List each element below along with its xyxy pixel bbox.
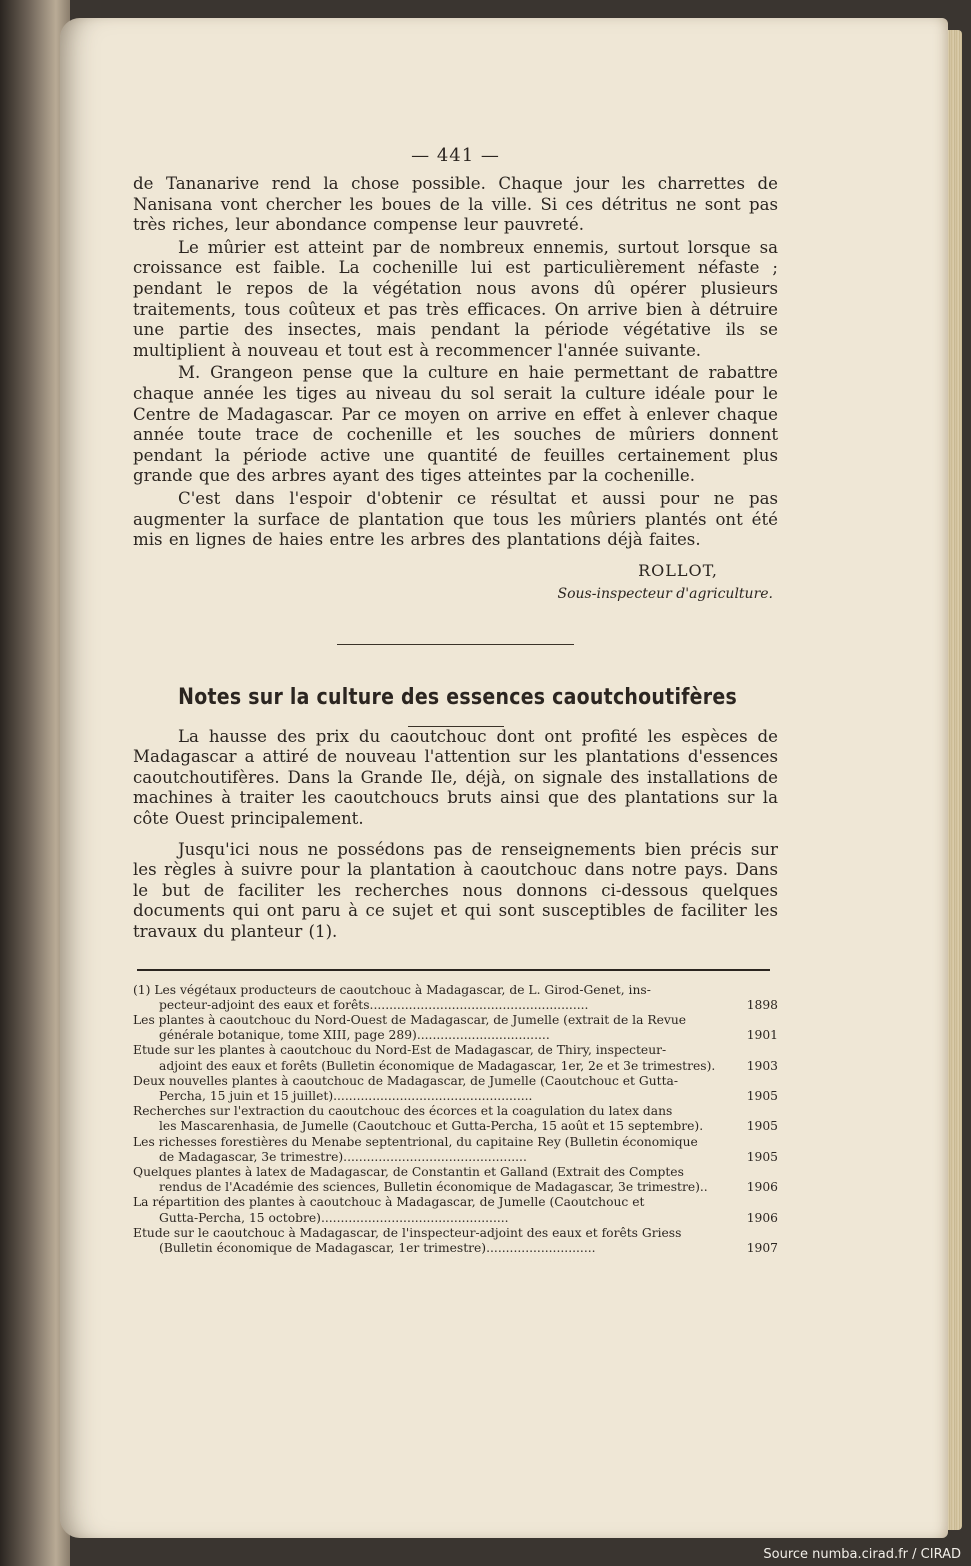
footnote-line: de Madagascar, 3e trimestre)............................................... (159, 1149, 527, 1164)
footnote-line: rendus de l'Académie des sciences, Bulletin économique de Madagascar, 3e trimestre).. (159, 1180, 708, 1195)
footnote-entry (133, 1226, 778, 1256)
paragraph: M. Grangeon pense que la culture en haie permettant de rabattre chaque année les tiges au niveau du sol serait la culture idéale pour le Centre de Madagascar. Par ce moyen on arrive en effet à enlever chaque année toute trace de cochenille et les souches de mûriers donnent pendant la période active une quantité de feuilles certainement plus grande que des arbres ayant des tiges atteintes par la cochenille. (133, 363, 778, 486)
footnote-line: pecteur-adjoint des eaux et forêts........................................................ (159, 997, 589, 1012)
footnote-entry (133, 1013, 778, 1043)
footnote-year: 1905 (746, 1119, 778, 1134)
footnote-rule (137, 969, 770, 971)
footnote-entry (133, 1135, 778, 1165)
footnote-line: Etude sur le caoutchouc à Madagascar, de l'inspecteur-adjoint des eaux et forêts Griess (133, 1225, 682, 1240)
footnote-line: les Mascarenhasia, de Jumelle (Caoutchouc et Gutta-Percha, 15 août et 15 septembre). (159, 1119, 704, 1134)
footnote-entry (133, 983, 778, 1013)
footnote-year: 1906 (746, 1180, 778, 1195)
footnote-year: 1898 (746, 997, 778, 1012)
footnote-line: La répartition des plantes à caoutchouc à Madagascar, de Jumelle (Caoutchouc et (133, 1195, 645, 1210)
footnotes (133, 983, 778, 1257)
paragraph: La hausse des prix du caoutchouc dont ont profité les espèces de Madagascar a attiré de nouveau l'attention sur les plantations d'essences caoutchoutifères. Dans la Grande Ile, déjà, on signale des installations de machines à traiter les caoutchoucs bruts ainsi que des plantations sur la côte Ouest principalement. (133, 726, 778, 829)
footnote-entry (133, 1104, 778, 1134)
footnote-year: 1903 (746, 1058, 778, 1073)
footnote-line: générale botanique, tome XIII, page 289).................................. (159, 1028, 550, 1043)
footnote-line: Gutta-Percha, 15 octobre)................................................ (159, 1210, 509, 1225)
footnote-line: (Bulletin économique de Madagascar, 1er trimestre)............................ (159, 1241, 596, 1256)
source-credit: Source numba.cirad.fr / CIRAD (763, 1547, 961, 1562)
footnote-year: 1907 (746, 1241, 778, 1256)
article-heading: Notes sur la culture des essences caoutchoutifères (178, 684, 737, 710)
footnote-year: 1901 (746, 1028, 778, 1043)
paragraph: Jusqu'ici nous ne possédons pas de renseignements bien précis sur les règles à suivre pour la plantation à caoutchouc dans notre pays. Dans le but de faciliter les recherches nous donnons ci-dessous quelques documents qui ont paru à ce sujet et qui sont susceptibles de faciliter les travaux du planteur (1). (133, 839, 778, 942)
footnote-line: Les plantes à caoutchouc du Nord-Ouest de Madagascar, de Jumelle (extrait de la Revue (133, 1013, 687, 1028)
paragraph: de Tananarive rend la chose possible. Chaque jour les charrettes de Nanisana vont chercher les boues de la ville. Si ces détritus ne sont pas très riches, leur abondance compense leur pauvreté. (133, 174, 778, 235)
footnote-entry (133, 1043, 778, 1073)
signature-name: ROLLOT, (638, 560, 718, 580)
footnote-entry (133, 1195, 778, 1225)
paragraph: Le mûrier est atteint par de nombreux ennemis, surtout lorsque sa croissance est faible. La cochenille lui est particulièrement néfaste ; pendant le repos de la végétation nous avons dû opérer plusieurs traitements, tous coûteux et pas très efficaces. On arrive bien à détruire une partie des insectes, mais pendant la période végétative ils se multiplient à nouveau et tout est à recommencer l'année suivante. (133, 237, 778, 360)
footnote-line: Recherches sur l'extraction du caoutchouc des écorces et la coagulation du latex dans (133, 1104, 673, 1119)
paragraph: C'est dans l'espoir d'obtenir ce résultat et aussi pour ne pas augmenter la surface de plantation que tous les mûriers plantés ont été mis en lignes de haies entre les arbres des plantations déjà faites. (133, 488, 778, 550)
signature-title: Sous-inspecteur d'agriculture. (557, 585, 773, 602)
footnote-line: (1) Les végétaux producteurs de caoutchouc à Madagascar, de L. Girod-Genet, ins- (133, 982, 651, 997)
page-content (133, 145, 778, 1256)
page-number: — 441 — (411, 145, 500, 166)
section-divider (337, 644, 574, 645)
footnote-line: Quelques plantes à latex de Madagascar, de Constantin et Galland (Extrait des Comptes (133, 1165, 684, 1180)
footnote-year: 1905 (746, 1089, 778, 1104)
footnote-entry (133, 1165, 778, 1195)
footnote-entry (133, 1074, 778, 1104)
footnote-line: adjoint des eaux et forêts (Bulletin économique de Madagascar, 1er, 2e et 3e trimestres). (159, 1058, 716, 1073)
footnote-line: Les richesses forestières du Menabe septentrional, du capitaine Rey (Bulletin économique (133, 1134, 698, 1149)
footnote-year: 1905 (746, 1149, 778, 1164)
footnote-line: Deux nouvelles plantes à caoutchouc de Madagascar, de Jumelle (Caoutchouc et Gutta- (133, 1073, 678, 1088)
footnote-year: 1906 (746, 1210, 778, 1225)
footnote-line: Etude sur les plantes à caoutchouc du Nord-Est de Madagascar, de Thiry, inspecteur- (133, 1043, 667, 1058)
footnote-line: Percha, 15 juin et 15 juillet)................................................... (159, 1089, 533, 1104)
